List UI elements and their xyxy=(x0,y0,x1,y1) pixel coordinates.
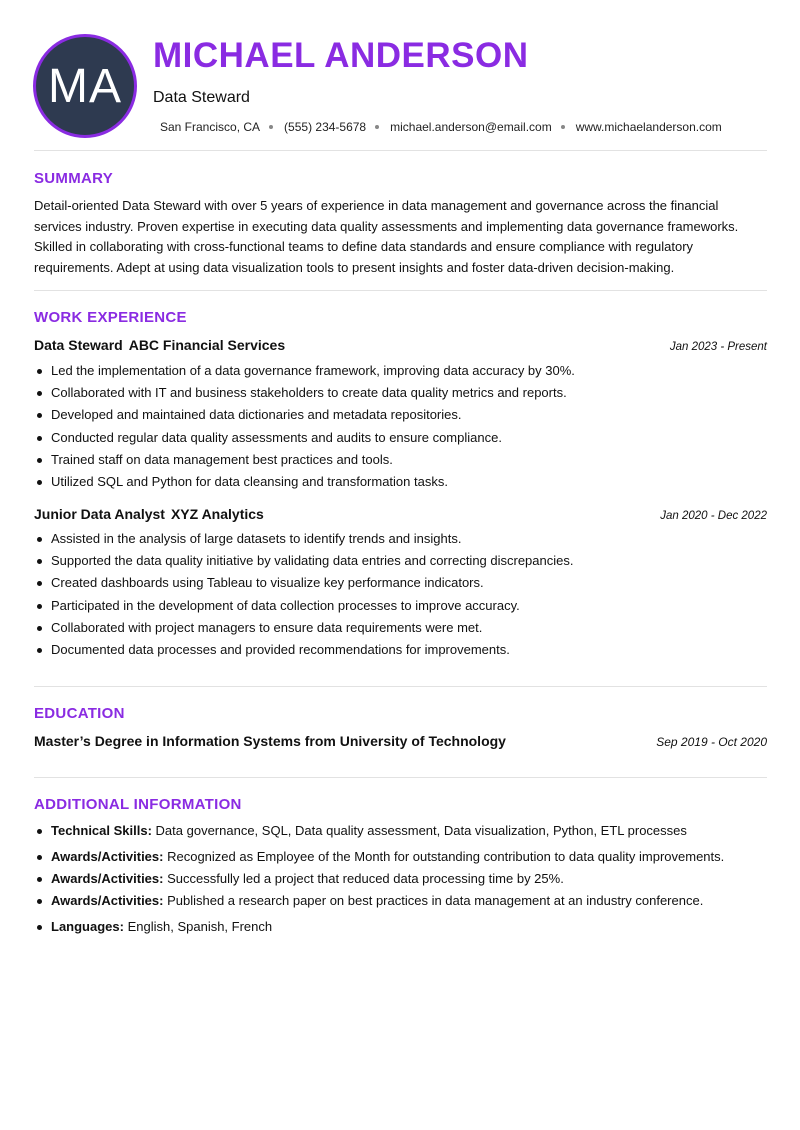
summary-heading: SUMMARY xyxy=(34,170,114,187)
divider xyxy=(34,686,767,687)
job-dates: Jan 2023 - Present xyxy=(669,341,767,353)
job-title: Data Steward xyxy=(153,89,250,106)
list-item: Assisted in the analysis of large datasets to identify trends and insights. xyxy=(34,528,767,550)
job-bullets xyxy=(34,360,767,493)
info-text: Recognized as Employee of the Month for outstanding contribution to data quality improvements. xyxy=(167,849,725,864)
candidate-name: MICHAEL ANDERSON xyxy=(153,36,529,75)
additional-info-heading: ADDITIONAL INFORMATION xyxy=(34,796,242,813)
info-label: Languages: xyxy=(51,919,124,934)
info-text: English, Spanish, French xyxy=(127,919,273,934)
list-item xyxy=(34,846,767,868)
divider xyxy=(34,777,767,778)
job-dates: Jan 2020 - Dec 2022 xyxy=(660,510,767,522)
contact-bar xyxy=(160,120,722,134)
list-item: Developed and maintained data dictionaries and metadata repositories. xyxy=(34,404,767,426)
job-header xyxy=(34,337,767,355)
list-item xyxy=(34,890,767,912)
list-item: Participated in the development of data collection processes to improve accuracy. xyxy=(34,595,767,617)
divider xyxy=(34,290,767,291)
job-header xyxy=(34,506,767,524)
summary-text: Detail-oriented Data Steward with over 5 years of experience in data management and governance across the financial services industry. Proven expertise in executing data quality assessments and implementing data governance frameworks. Skilled in collaborating with cross-functional teams to define data standards and ensure compliance with regulatory requirements. Adept at using data visualization tools to present insights and foster data-driven decision-making. xyxy=(34,198,739,275)
list-item: Conducted regular data quality assessments and audits to ensure compliance. xyxy=(34,427,767,449)
education-entry xyxy=(34,733,767,749)
contact-email[interactable]: michael.anderson@email.com xyxy=(390,120,552,134)
job-bullets xyxy=(34,528,767,661)
job-company: ABC Financial Services xyxy=(128,337,286,353)
info-text: Successfully led a project that reduced data processing time by 25%. xyxy=(167,871,564,886)
list-item: Collaborated with project managers to ensure data requirements were met. xyxy=(34,617,767,639)
degree: Master’s Degree in Information Systems from University of Technology xyxy=(34,733,506,749)
list-item: Collaborated with IT and business stakeholders to create data quality metrics and reports. xyxy=(34,382,767,404)
avatar xyxy=(33,34,137,138)
list-item: Documented data processes and provided recommendations for improvements. xyxy=(34,639,767,661)
job-role: Data Steward xyxy=(34,337,123,353)
info-text: Published a research paper on best practices in data management at an industry conference. xyxy=(167,893,704,908)
info-text: Data governance, SQL, Data quality assessment, Data visualization, Python, ETL processes xyxy=(155,823,687,838)
list-item xyxy=(34,820,767,842)
job-role: Junior Data Analyst xyxy=(34,506,165,522)
list-item: Supported the data quality initiative by validating data entries and correcting discrepancies. xyxy=(34,550,767,572)
info-label: Technical Skills: xyxy=(51,823,152,838)
list-item: Created dashboards using Tableau to visualize key performance indicators. xyxy=(34,572,767,594)
contact-location: San Francisco, CA xyxy=(160,120,261,134)
education-dates: Sep 2019 - Oct 2020 xyxy=(656,735,767,749)
list-item: Trained staff on data management best practices and tools. xyxy=(34,449,767,471)
education-heading: EDUCATION xyxy=(34,705,125,722)
info-label: Awards/Activities: xyxy=(51,849,164,864)
info-label: Awards/Activities: xyxy=(51,893,164,908)
contact-phone: (555) 234-5678 xyxy=(284,120,367,134)
info-label: Awards/Activities: xyxy=(51,871,164,886)
list-item: Utilized SQL and Python for data cleansing and transformation tasks. xyxy=(34,471,767,493)
contact-website[interactable]: www.michaelanderson.com xyxy=(575,120,722,134)
list-item xyxy=(34,868,767,890)
divider xyxy=(34,150,767,151)
list-item: Led the implementation of a data governance framework, improving data accuracy by 30%. xyxy=(34,360,767,382)
job-company: XYZ Analytics xyxy=(170,506,264,522)
work-experience-heading: WORK EXPERIENCE xyxy=(34,309,187,326)
additional-info-list xyxy=(34,820,767,938)
list-item xyxy=(34,916,767,938)
separator-dot xyxy=(561,125,565,129)
separator-dot xyxy=(269,125,273,129)
separator-dot xyxy=(375,125,379,129)
avatar-initials: MA xyxy=(48,59,122,113)
